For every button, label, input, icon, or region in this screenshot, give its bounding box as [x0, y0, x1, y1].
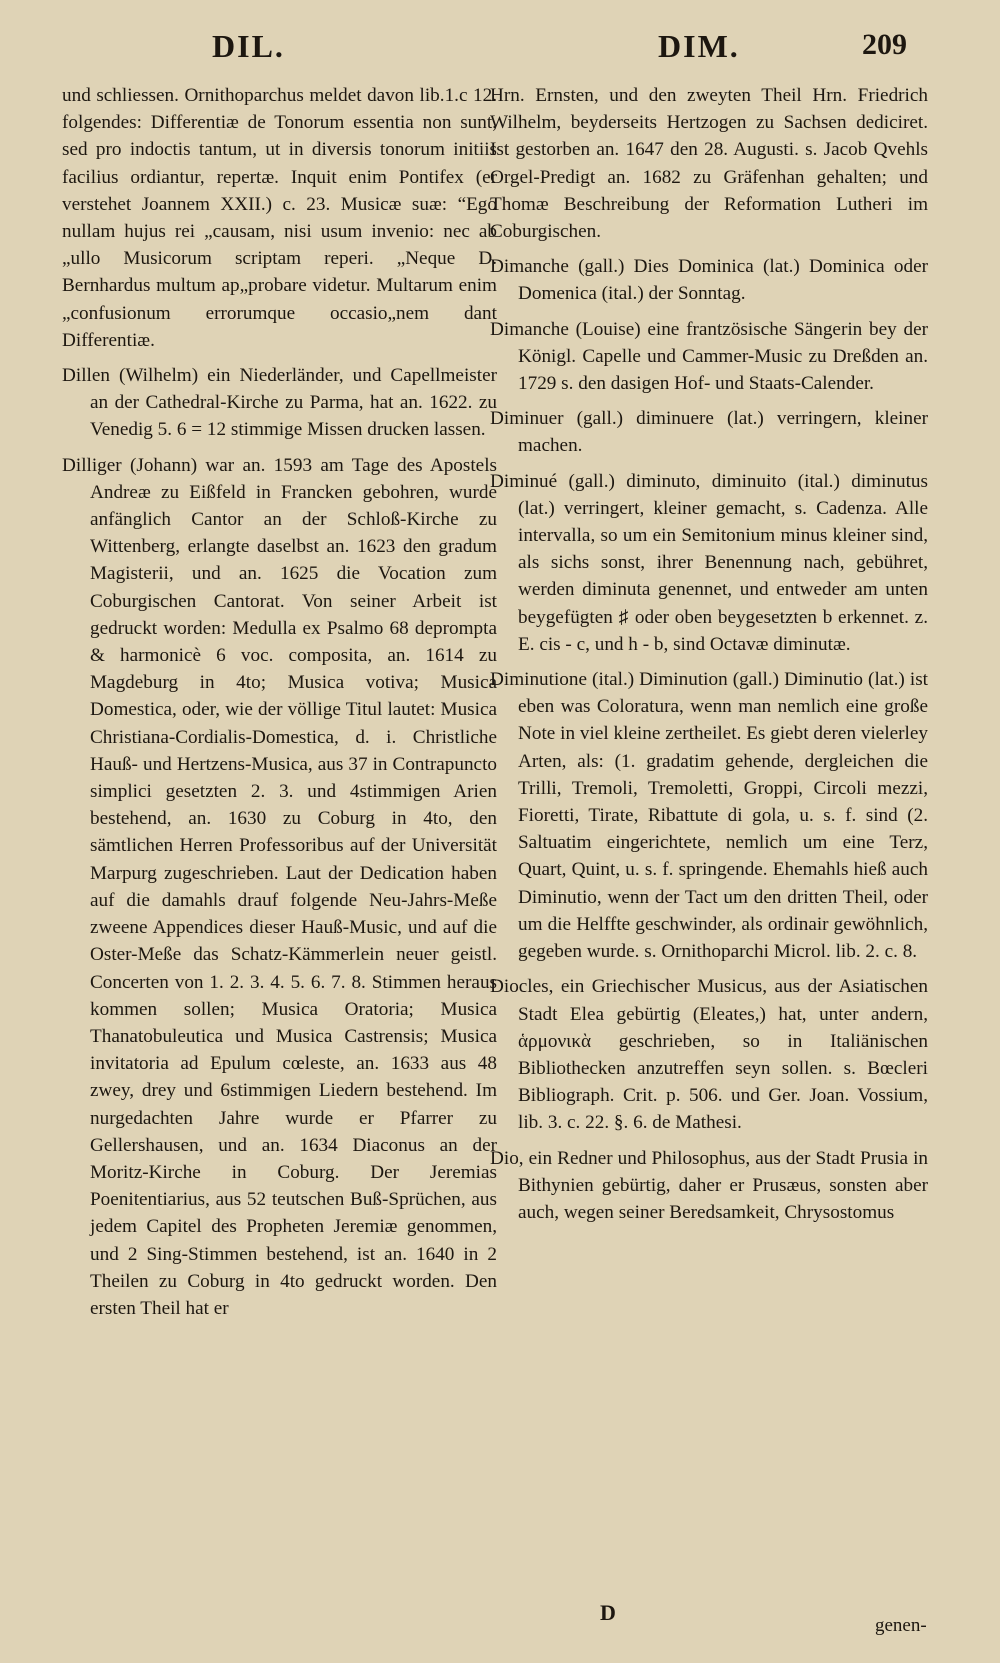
paragraph: Hrn. Ernsten, und den zweyten Theil Hrn. Friedrich Wilhelm, beyderseits Hertzogen zu Sachsen dediciret. Ist gestorben an. 1647 den 28. Augusti. s. Jacob Qvehls Orgel-Predigt an. 1682 zu Gräfenhan gehalten; und Thomæ Beschreibung der Reformation Lutheri im Coburgischen.	[490, 85, 928, 243]
running-header	[0, 22, 1000, 72]
paragraph: und schliessen. Ornithoparchus meldet davon lib.1.c 12. folgendes: Differentiæ de Tonorum essentia non sunt, sed pro indoctis tantum, ut in diversis tonorum initiis facilius ordiantur, repertæ. Inquit enim Pontifex (er verstehet Joannem XXII.) c. 23. Musicæ suæ: “Ego nullam hujus rei „causam, nisi usum invenio: nec ab „ullo Musicorum scriptam reperi. „Neque D. Bernhardus multum ap„probare videtur. Multarum enim „confusionum errorumque occasio„nem dant Differentiæ.	[62, 85, 497, 351]
entry-dimanche-louise: Dimanche (Louise) eine frantzösische Sängerin bey der Königl. Capelle und Cammer-Music zu Dreßden an. 1729 s. den dasigen Hof- und Staats-Calender.	[490, 318, 928, 395]
entry-dilliger: Dilliger (Johann) war an. 1593 am Tage des Apostels Andreæ zu Eißfeld in Francken gebohren, wurde anfänglich Cantor an der Schloß-Kirche zu Wittenberg, erlangte daselbst an. 1623 den gradum Magisterii, und an. 1625 die Vocation zum Coburgischen Cantorat. Von seiner Arbeit ist gedruckt worden: Medulla ex Psalmo 68 deprompta & harmonicè 6 voc. composita, an. 1614 zu Magdeburg in 4to; Musica votiva; Musica Domestica, oder, wie der völlige Titul lautet: Musica Christiana-Cordialis-Domestica, d. i. Christliche Hauß- und Hertzens-Musica, aus 37 in Contrapuncto simplici gesetzten 2. 3. und 4stimmigen Arien bestehend, an. 1630 zu Coburg in 4to, den sämtlichen Herren Professoribus auf der Universität Marpurg zugeschrieben. Laut der Dedication haben auf die damahls drauf folgende Neu-Jahrs-Meße zweene Appendices dieser Hauß-Music, und auf die Oster-Meße das Schatz-Kämmerlein neuer geistl. Concerten von 1. 2. 3. 4. 5. 6. 7. 8. Stimmen heraus kommen sollen; Musica Oratoria; Musica Thanatobuleutica und Musica Castrensis; Musica invitatoria ad Epulum cœleste, an. 1633 aus 48 zwey, drey und 6stimmigen Liedern bestehend. Im nurgedachten Jahre wurde er Pfarrer zu Gellershausen, und an. 1634 Diaconus an der Moritz-Kirche in Coburg. Der Jeremias Poenitentiarius, aus 52 teutschen Buß-Sprüchen, aus jedem Capitel des Propheten Jeremiæ genommen, und 2 Sing-Stimmen bestehend, ist an. 1640 in 2 Theilen zu Coburg in 4to gedruckt worden. Den ersten Theil hat er	[62, 454, 497, 1319]
entry-diminuer: Diminuer (gall.) diminuere (lat.) verringern, kleiner machen.	[490, 408, 928, 457]
catchword: genen-	[875, 1615, 927, 1636]
header-right: DIM.	[658, 28, 740, 64]
page-number: 209	[862, 28, 907, 61]
entry-diocles: Diocles, ein Griechischer Musicus, aus der Asiatischen Stadt Elea gebürtig (Eleates,) hat, unter andern, ἁρμονικὰ geschrieben, so in Italiänischen Bibliothecken anzutreffen seyn sollen. s. Bœcleri Bibliograph. Crit. p. 506. und Ger. Joan. Vossium, lib. 3. c. 22. §. 6. de Mathesi.	[490, 976, 928, 1134]
entry-diminutione: Diminutione (ital.) Diminution (gall.) Diminutio (lat.) ist eben was Coloratura, wenn man nemlich eine große Note in viel kleine zertheilet. Es giebt deren vielerley Arten, als: (1. gradatim gehende, dergleichen die Trilli, Tremoli, Tremoletti, Groppi, Circoli mezzi, Fioretti, Tirate, Ribattute di gola, u. s. f. sind (2. Saltuatim eingerichtete, nemlich um eine Terz, Quart, Quint, u. s. f. springende. Ehemahls hieß auch Diminutio, wenn der Tact um den dritten Theil, oder um die Helffte geschwinder, als ordinair gewöhnlich, gegeben wurde. s. Ornithoparchi Microl. lib. 2. c. 8.	[490, 669, 928, 963]
entry-dimanche: Dimanche (gall.) Dies Dominica (lat.) Dominica oder Domenica (ital.) der Sonntag.	[490, 256, 928, 305]
right-column	[490, 82, 928, 1234]
header-left: DIL.	[212, 28, 285, 64]
entry-dio: Dio, ein Redner und Philosophus, aus der Stadt Prusia in Bithynien gebürtig, daher er Prusæus, sonsten aber auch, wegen seiner Beredsamkeit, Chrysostomus	[490, 1147, 928, 1223]
signature-mark: D	[600, 1600, 616, 1625]
left-column	[62, 82, 497, 1330]
entry-dillen: Dillen (Wilhelm) ein Niederländer, und Capellmeister an der Cathedral-Kirche zu Parma, hat an. 1622. zu Venedig 5. 6 = 12 stimmige Missen drucken lassen.	[62, 365, 497, 441]
entry-diminue: Diminué (gall.) diminuto, diminuito (ital.) diminutus (lat.) verringert, kleiner gemacht, s. Cadenza. Alle intervalla, so um ein Semitonium minus kleiner sind, als sichs sonst, ihrer Benennung nach, gebühret, werden diminuta genennet, und entweder am unten beygefügten ♯ oder oben beygesetzten b erkennet. z. E. cis - c, und h - b, sind Octavæ diminutæ.	[490, 470, 928, 655]
